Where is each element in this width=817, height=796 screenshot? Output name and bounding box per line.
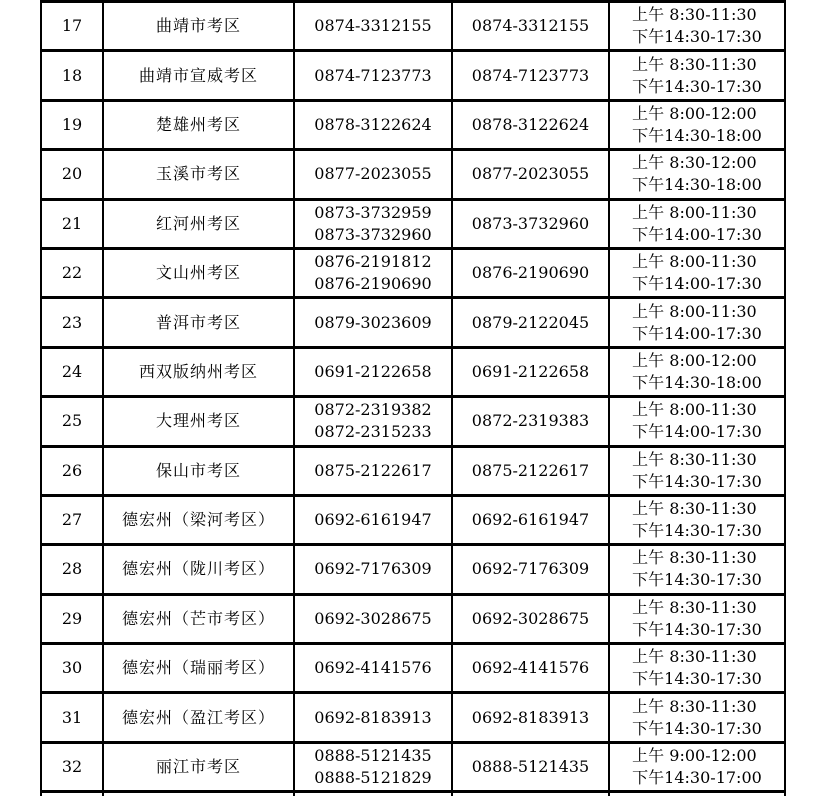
cell-office-hours — [609, 51, 785, 100]
cell-office-hours — [609, 248, 785, 297]
hours-pm: 下午14:30-17:30 — [632, 718, 762, 738]
cell-row-number: 29 — [41, 594, 103, 643]
phone-line: 0876-2191812 — [314, 252, 432, 272]
table-row — [41, 2, 785, 51]
cell-row-number: 25 — [41, 397, 103, 446]
table-row — [41, 248, 785, 297]
cell-phone-a — [294, 2, 452, 51]
cell-row-number: 20 — [41, 150, 103, 199]
hours-pm: 下午14:00-17:30 — [632, 422, 762, 442]
cell-district-name — [103, 792, 294, 796]
cell-office-hours — [609, 693, 785, 742]
hours-am: 上午 8:30-12:00 — [632, 153, 757, 173]
hours-pm: 下午14:30-17:30 — [632, 76, 762, 96]
phone-line: 0878-3122624 — [314, 114, 432, 134]
cell-district-name: 大理州考区 — [103, 397, 294, 446]
cell-phone-b: 0879-2122045 — [452, 298, 609, 347]
cell-phone-b: 0692-8183913 — [452, 693, 609, 742]
hours-pm: 下午14:30-18:00 — [632, 125, 762, 145]
phone-line: 0879-3023609 — [314, 312, 432, 332]
phone-line: 0874-7123773 — [314, 65, 432, 85]
hours-pm: 下午14:30-17:00 — [632, 768, 762, 788]
hours-pm: 下午14:00-17:30 — [632, 323, 762, 343]
cell-phone-a — [294, 693, 452, 742]
cell-row-number: 22 — [41, 248, 103, 297]
cell-phone-b: 0692-6161947 — [452, 495, 609, 544]
cell-row-number: 24 — [41, 347, 103, 396]
cell-office-hours — [609, 495, 785, 544]
hours-block — [632, 745, 762, 789]
hours-block — [632, 4, 762, 48]
phone-line: 0873-3732959 — [314, 202, 432, 222]
table-row — [41, 446, 785, 495]
phone-line: 0888-5121829 — [314, 768, 432, 788]
cell-office-hours — [609, 397, 785, 446]
table-row — [41, 693, 785, 742]
hours-am: 上午 8:00-12:00 — [632, 103, 757, 123]
table-row — [41, 495, 785, 544]
cell-phone-a — [294, 545, 452, 594]
cell-office-hours — [609, 100, 785, 149]
cell-row-number: 27 — [41, 495, 103, 544]
phone-line: 0875-2122617 — [314, 460, 432, 480]
cell-phone-a — [294, 495, 452, 544]
hours-am: 上午 8:30-11:30 — [632, 449, 757, 469]
phone-line: 0692-4141576 — [314, 658, 432, 678]
cell-district-name: 红河州考区 — [103, 199, 294, 248]
hours-am: 上午 8:00-11:30 — [632, 400, 757, 420]
table-row — [41, 644, 785, 693]
cell-district-name: 普洱市考区 — [103, 298, 294, 347]
phone-line: 0692-6161947 — [314, 510, 432, 530]
hours-pm: 下午14:30-17:30 — [632, 471, 762, 491]
cell-row-number: 21 — [41, 199, 103, 248]
hours-block — [632, 152, 762, 196]
cell-office-hours — [609, 199, 785, 248]
hours-am: 上午 9:00-12:00 — [632, 746, 757, 766]
hours-block — [632, 646, 762, 690]
hours-pm: 下午14:30-17:30 — [632, 521, 762, 541]
hours-am: 上午 8:30-11:30 — [632, 548, 757, 568]
hours-pm: 下午14:30-18:00 — [632, 175, 762, 195]
phone-line: 0692-7176309 — [314, 559, 432, 579]
phone-line: 0872-2319382 — [314, 400, 432, 420]
hours-block — [632, 251, 762, 295]
hours-block — [632, 449, 762, 493]
cell-phone-a — [294, 446, 452, 495]
cell-phone-a — [294, 742, 452, 791]
phone-line: 0877-2023055 — [314, 164, 432, 184]
hours-am: 上午 8:30-11:30 — [632, 54, 757, 74]
hours-block — [632, 498, 762, 542]
table-row — [41, 298, 785, 347]
hours-am: 上午 8:30-11:30 — [632, 499, 757, 519]
hours-block — [632, 103, 762, 147]
cell-office-hours — [609, 347, 785, 396]
cell-phone-a — [294, 298, 452, 347]
cell-office-hours — [609, 2, 785, 51]
table-row — [41, 51, 785, 100]
hours-am: 上午 8:30-11:30 — [632, 597, 757, 617]
hours-pm: 下午14:00-17:30 — [632, 274, 762, 294]
table-row-partial — [41, 792, 785, 796]
cell-office-hours — [609, 594, 785, 643]
table-row — [41, 347, 785, 396]
hours-block — [632, 547, 762, 591]
cell-row-number: 26 — [41, 446, 103, 495]
cell-phone-b: 0692-4141576 — [452, 644, 609, 693]
cell-district-name: 玉溪市考区 — [103, 150, 294, 199]
cell-phone-b — [452, 792, 609, 796]
cell-office-hours — [609, 792, 785, 796]
cell-district-name: 德宏州（盈江考区） — [103, 693, 294, 742]
phone-line: 0691-2122658 — [314, 361, 432, 381]
cell-district-name: 丽江市考区 — [103, 742, 294, 791]
cell-district-name: 保山市考区 — [103, 446, 294, 495]
hours-am: 上午 8:30-11:30 — [632, 5, 757, 25]
cell-phone-b: 0877-2023055 — [452, 150, 609, 199]
cell-phone-a — [294, 347, 452, 396]
cell-district-name: 曲靖市宣威考区 — [103, 51, 294, 100]
cell-phone-a — [294, 644, 452, 693]
cell-district-name: 德宏州（陇川考区） — [103, 545, 294, 594]
cell-row-number: 31 — [41, 693, 103, 742]
table-row — [41, 150, 785, 199]
cell-district-name: 文山州考区 — [103, 248, 294, 297]
exam-districts-table — [40, 0, 786, 796]
cell-row-number: 32 — [41, 742, 103, 791]
cell-row-number: 23 — [41, 298, 103, 347]
hours-block — [632, 301, 762, 345]
phone-line: 0872-2315233 — [314, 422, 432, 442]
cell-row-number: 18 — [41, 51, 103, 100]
hours-am: 上午 8:00-11:30 — [632, 252, 757, 272]
cell-office-hours — [609, 742, 785, 791]
cell-row-number: 28 — [41, 545, 103, 594]
cell-phone-b: 0692-7176309 — [452, 545, 609, 594]
cell-row-number — [41, 792, 103, 796]
hours-am: 上午 8:00-12:00 — [632, 350, 757, 370]
cell-office-hours — [609, 298, 785, 347]
table-row — [41, 594, 785, 643]
table-row — [41, 100, 785, 149]
cell-phone-a — [294, 51, 452, 100]
hours-block — [632, 399, 762, 443]
cell-phone-b: 0874-3312155 — [452, 2, 609, 51]
hours-am: 上午 8:30-11:30 — [632, 647, 757, 667]
phone-line: 0692-3028675 — [314, 608, 432, 628]
phone-line: 0876-2190690 — [314, 274, 432, 294]
hours-block — [632, 696, 762, 740]
table-body — [41, 2, 785, 796]
hours-block — [632, 54, 762, 98]
hours-pm: 下午14:30-18:00 — [632, 372, 762, 392]
cell-phone-b: 0874-7123773 — [452, 51, 609, 100]
cell-phone-b: 0878-3122624 — [452, 100, 609, 149]
cell-phone-a — [294, 100, 452, 149]
cell-phone-b: 0692-3028675 — [452, 594, 609, 643]
cell-phone-a — [294, 248, 452, 297]
phone-line: 0873-3732960 — [314, 224, 432, 244]
cell-district-name: 楚雄州考区 — [103, 100, 294, 149]
cell-phone-a — [294, 397, 452, 446]
hours-pm: 下午14:30-17:30 — [632, 27, 762, 47]
cell-office-hours — [609, 150, 785, 199]
cell-office-hours — [609, 446, 785, 495]
table-row — [41, 742, 785, 791]
phone-line: 0692-8183913 — [314, 707, 432, 727]
hours-pm: 下午14:00-17:30 — [632, 224, 762, 244]
hours-pm: 下午14:30-17:30 — [632, 570, 762, 590]
table-row — [41, 545, 785, 594]
cell-office-hours — [609, 545, 785, 594]
cell-district-name: 德宏州（梁河考区） — [103, 495, 294, 544]
table-row — [41, 199, 785, 248]
hours-am: 上午 8:30-11:30 — [632, 696, 757, 716]
cell-phone-b: 0876-2190690 — [452, 248, 609, 297]
cell-district-name: 西双版纳州考区 — [103, 347, 294, 396]
cell-district-name: 德宏州（瑞丽考区） — [103, 644, 294, 693]
hours-am: 上午 8:00-11:30 — [632, 301, 757, 321]
hours-block — [632, 350, 762, 394]
phone-line: 0888-5121435 — [314, 746, 432, 766]
hours-pm: 下午14:30-17:30 — [632, 669, 762, 689]
cell-phone-b: 0873-3732960 — [452, 199, 609, 248]
cell-phone-a — [294, 150, 452, 199]
phone-line: 0874-3312155 — [314, 16, 432, 36]
cell-phone-a — [294, 594, 452, 643]
cell-row-number: 17 — [41, 2, 103, 51]
table-row — [41, 397, 785, 446]
cell-phone-a — [294, 792, 452, 796]
cell-district-name: 德宏州（芒市考区） — [103, 594, 294, 643]
cell-phone-b: 0872-2319383 — [452, 397, 609, 446]
hours-pm: 下午14:30-17:30 — [632, 619, 762, 639]
hours-am: 上午 8:00-11:30 — [632, 202, 757, 222]
cell-district-name: 曲靖市考区 — [103, 2, 294, 51]
cell-row-number: 19 — [41, 100, 103, 149]
cell-office-hours — [609, 644, 785, 693]
cell-phone-b: 0691-2122658 — [452, 347, 609, 396]
cell-phone-b: 0875-2122617 — [452, 446, 609, 495]
cell-phone-b: 0888-5121435 — [452, 742, 609, 791]
hours-block — [632, 202, 762, 246]
cell-phone-a — [294, 199, 452, 248]
cell-row-number: 30 — [41, 644, 103, 693]
hours-block — [632, 597, 762, 641]
